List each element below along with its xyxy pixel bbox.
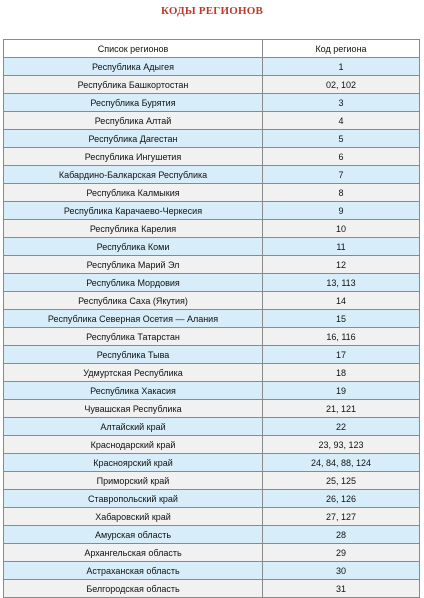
table-row <box>4 382 420 400</box>
region-code-cell: 31 <box>263 580 420 598</box>
table-row <box>4 490 420 508</box>
region-name-cell: Амурская область <box>4 526 263 544</box>
page-title: КОДЫ РЕГИОНОВ <box>160 5 264 17</box>
table-row <box>4 58 420 76</box>
region-name-cell: Хабаровский край <box>4 508 263 526</box>
table-row <box>4 94 420 112</box>
region-code-cell: 6 <box>263 148 420 166</box>
table-row <box>4 454 420 472</box>
region-name-cell: Астраханская область <box>4 562 263 580</box>
table-row <box>4 274 420 292</box>
region-name-cell: Красноярский край <box>4 454 263 472</box>
region-code-cell: 29 <box>263 544 420 562</box>
region-code-cell: 26, 126 <box>263 490 420 508</box>
region-name-cell: Алтайский край <box>4 418 263 436</box>
region-code-cell: 7 <box>263 166 420 184</box>
region-code-cell: 17 <box>263 346 420 364</box>
table-row <box>4 436 420 454</box>
region-name-cell: Республика Хакасия <box>4 382 263 400</box>
region-name-cell: Удмуртская Республика <box>4 364 263 382</box>
table-row <box>4 238 420 256</box>
region-code-cell: 27, 127 <box>263 508 420 526</box>
table-row <box>4 508 420 526</box>
region-name-cell: Республика Калмыкия <box>4 184 263 202</box>
table-header <box>4 40 420 58</box>
region-code-cell: 11 <box>263 238 420 256</box>
region-name-cell: Республика Дагестан <box>4 130 263 148</box>
region-name-cell: Белгородская область <box>4 580 263 598</box>
table-row <box>4 400 420 418</box>
column-header-regions: Список регионов <box>4 40 263 58</box>
region-code-cell: 9 <box>263 202 420 220</box>
region-name-cell: Республика Татарстан <box>4 328 263 346</box>
region-name-cell: Республика Тыва <box>4 346 263 364</box>
table-row <box>4 328 420 346</box>
region-name-cell: Республика Мордовия <box>4 274 263 292</box>
region-name-cell: Ставропольский край <box>4 490 263 508</box>
region-name-cell: Республика Северная Осетия — Алания <box>4 310 263 328</box>
region-code-cell: 02, 102 <box>263 76 420 94</box>
table-body <box>4 58 420 598</box>
region-name-cell: Республика Саха (Якутия) <box>4 292 263 310</box>
table-row <box>4 472 420 490</box>
table-row <box>4 76 420 94</box>
column-header-code: Код региона <box>263 40 420 58</box>
regions-table <box>3 39 420 598</box>
region-name-cell: Республика Алтай <box>4 112 263 130</box>
region-name-cell: Чувашская Республика <box>4 400 263 418</box>
region-name-cell: Республика Марий Эл <box>4 256 263 274</box>
region-name-cell: Республика Коми <box>4 238 263 256</box>
table-row <box>4 292 420 310</box>
region-code-cell: 12 <box>263 256 420 274</box>
table-row <box>4 544 420 562</box>
region-code-cell: 19 <box>263 382 420 400</box>
table-row <box>4 418 420 436</box>
region-name-cell: Архангельская область <box>4 544 263 562</box>
region-name-cell: Республика Башкортостан <box>4 76 263 94</box>
region-name-cell: Республика Карелия <box>4 220 263 238</box>
table-row <box>4 346 420 364</box>
table-row <box>4 202 420 220</box>
region-code-cell: 8 <box>263 184 420 202</box>
table-row <box>4 148 420 166</box>
table-row <box>4 256 420 274</box>
region-code-cell: 13, 113 <box>263 274 420 292</box>
region-code-cell: 25, 125 <box>263 472 420 490</box>
table-row <box>4 166 420 184</box>
region-code-cell: 5 <box>263 130 420 148</box>
region-code-cell: 10 <box>263 220 420 238</box>
region-code-cell: 3 <box>263 94 420 112</box>
table-row <box>4 184 420 202</box>
table-row <box>4 310 420 328</box>
table-row <box>4 112 420 130</box>
region-name-cell: Республика Адыгея <box>4 58 263 76</box>
region-code-cell: 23, 93, 123 <box>263 436 420 454</box>
region-code-cell: 24, 84, 88, 124 <box>263 454 420 472</box>
table-row <box>4 562 420 580</box>
region-code-cell: 4 <box>263 112 420 130</box>
table-row <box>4 526 420 544</box>
region-name-cell: Приморский край <box>4 472 263 490</box>
table-row <box>4 364 420 382</box>
region-code-cell: 21, 121 <box>263 400 420 418</box>
region-name-cell: Республика Ингушетия <box>4 148 263 166</box>
table-row <box>4 220 420 238</box>
region-code-cell: 16, 116 <box>263 328 420 346</box>
table-row <box>4 130 420 148</box>
table-header-row <box>4 40 420 58</box>
region-code-cell: 28 <box>263 526 420 544</box>
region-code-cell: 15 <box>263 310 420 328</box>
region-code-cell: 18 <box>263 364 420 382</box>
region-name-cell: Кабардино-Балкарская Республика <box>4 166 263 184</box>
region-name-cell: Республика Карачаево-Черкесия <box>4 202 263 220</box>
region-name-cell: Краснодарский край <box>4 436 263 454</box>
region-name-cell: Республика Бурятия <box>4 94 263 112</box>
region-code-cell: 1 <box>263 58 420 76</box>
table-row <box>4 580 420 598</box>
region-code-cell: 30 <box>263 562 420 580</box>
region-code-cell: 14 <box>263 292 420 310</box>
region-code-cell: 22 <box>263 418 420 436</box>
